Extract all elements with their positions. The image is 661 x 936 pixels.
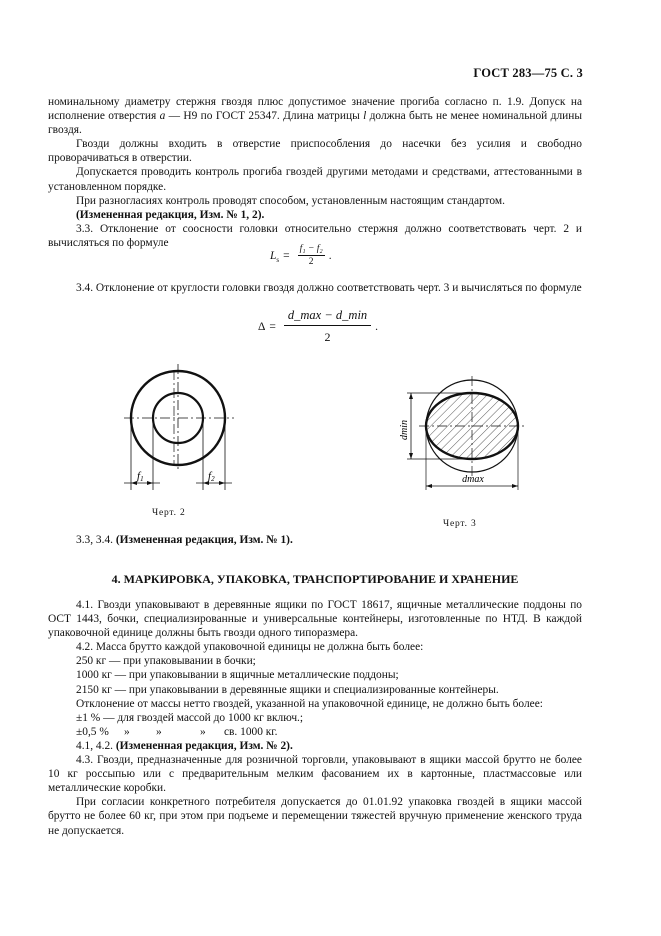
arrow-f1-right — [147, 481, 153, 485]
tolerance-2: ±0,5 % » » » св. 1000 кг. — [76, 725, 278, 738]
arrow-dmin-bottom — [409, 453, 413, 459]
intro-paragraph-4: При разногласиях контроль проводят способом, установленным настоящим стандартом. — [76, 194, 505, 207]
page-header: ГОСТ 283—75 С. 3 — [473, 66, 583, 80]
arrow-dmax-left — [426, 484, 432, 488]
list-item-boxes: 2150 кг — при упаковывании в деревянные ящики и специализированные контейнеры. — [76, 683, 499, 696]
clause-3-3: 3.3. Отклонение от соосности головки относительно стержня должно соответствовать черт. 2 и вычисляться по формуле — [48, 222, 582, 249]
amendment-3-3-3-4: 3.3, 3.4. (Измененная редакция, Изм. № 1). — [76, 534, 293, 546]
amendment-4-1-4-2: 4.1, 4.2. (Измененная редакция, Изм. № 2). — [76, 739, 293, 752]
label-dmax: dmax — [462, 474, 484, 485]
arrow-f2-right — [219, 481, 225, 485]
amendment-note-1-2: (Измененная редакция, Изм. № 1, 2). — [76, 208, 265, 221]
section-4-title: 4. МАРКИРОВКА, УПАКОВКА, ТРАНСПОРТИРОВАНИЕ И ХРАНЕНИЕ — [111, 572, 519, 586]
label-f2: f2 — [208, 470, 215, 483]
label-f1: f1 — [137, 470, 144, 483]
clause-4-1: 4.1. Гвозди упаковывают в деревянные ящики по ГОСТ 18617, ящичные металлические поддоны по ОСТ 1443, бочки, специализированные и универсальные контейнеры, изготовленные по НТД. В каждой упаковочной единице должны быть гвозди одного типоразмера. — [48, 599, 582, 640]
arrow-dmin-top — [409, 393, 413, 399]
formula-roundness: Δ = $\frac{d\_\max - d\_\min}{2}$ . — [258, 308, 379, 344]
intro-paragraph-2: Гвозди должны входить в отверстие приспособления до насечки без усилия и свободно проворачиваться в отверстии. — [48, 138, 582, 165]
label-dmin: dmin — [399, 420, 410, 440]
tolerance-1: ±1 % — для гвоздей массой до 1000 кг включ.; — [76, 711, 304, 724]
formula-coaxiality: L $_s$ = $\frac{\text{f₁ − f₂}}{2}$ . — [270, 244, 332, 267]
drawing-2 — [110, 360, 255, 495]
list-item-pallets: 1000 кг — при упаковывании в ящичные металлические поддоны; — [76, 669, 399, 682]
consumer-agreement: При согласии конкретного потребителя допускается до 01.01.92 упаковка гвоздей в ящики массой брутто не более 60 кг, при этом при подъеме и перемещении тяжестей вручную применение женского труда не допускается. — [48, 796, 582, 837]
arrow-dmax-right — [512, 484, 518, 488]
clause-4-3: 4.3. Гвозди, предназначенные для розничной торговли, упаковывают в ящики массой брутто не более 10 кг россыпью или с предварительным мелким фасованием их в картонные, пластмассовые или металлические коробки. — [48, 754, 582, 795]
net-mass-deviation: Отклонение от массы нетто гвоздей, указанной на упаковочной единице, не должно быть более: — [76, 697, 543, 710]
caption-drawing-3: Черт. 3 — [443, 519, 477, 529]
list-item-barrels: 250 кг — при упаковывании в бочки; — [76, 655, 256, 668]
clause-4-2: 4.2. Масса брутто каждой упаковочной единицы не должна быть более: — [76, 641, 424, 654]
drawing-3 — [395, 368, 535, 498]
intro-paragraph-1: номинальному диаметру стержня гвоздя плюс допустимое значение прогиба согласно п. 1.9. Допуск на исполнение отверстия a — Н9 по ГОСТ 25347. Длина матрицы l должна быть не менее номинальной длины гвоздя. — [48, 96, 582, 137]
section-4-text — [48, 598, 582, 838]
clause-3-4: 3.4. Отклонение от круглости головки гвоздя должно соответствовать черт. 3 и вычисляться по формуле — [76, 282, 582, 294]
intro-text — [48, 95, 582, 250]
intro-paragraph-3: Допускается проводить контроль прогиба гвоздей другими методами и средствами, аттестованными в установленном порядке. — [48, 166, 582, 193]
caption-drawing-2: Черт. 2 — [152, 508, 186, 518]
